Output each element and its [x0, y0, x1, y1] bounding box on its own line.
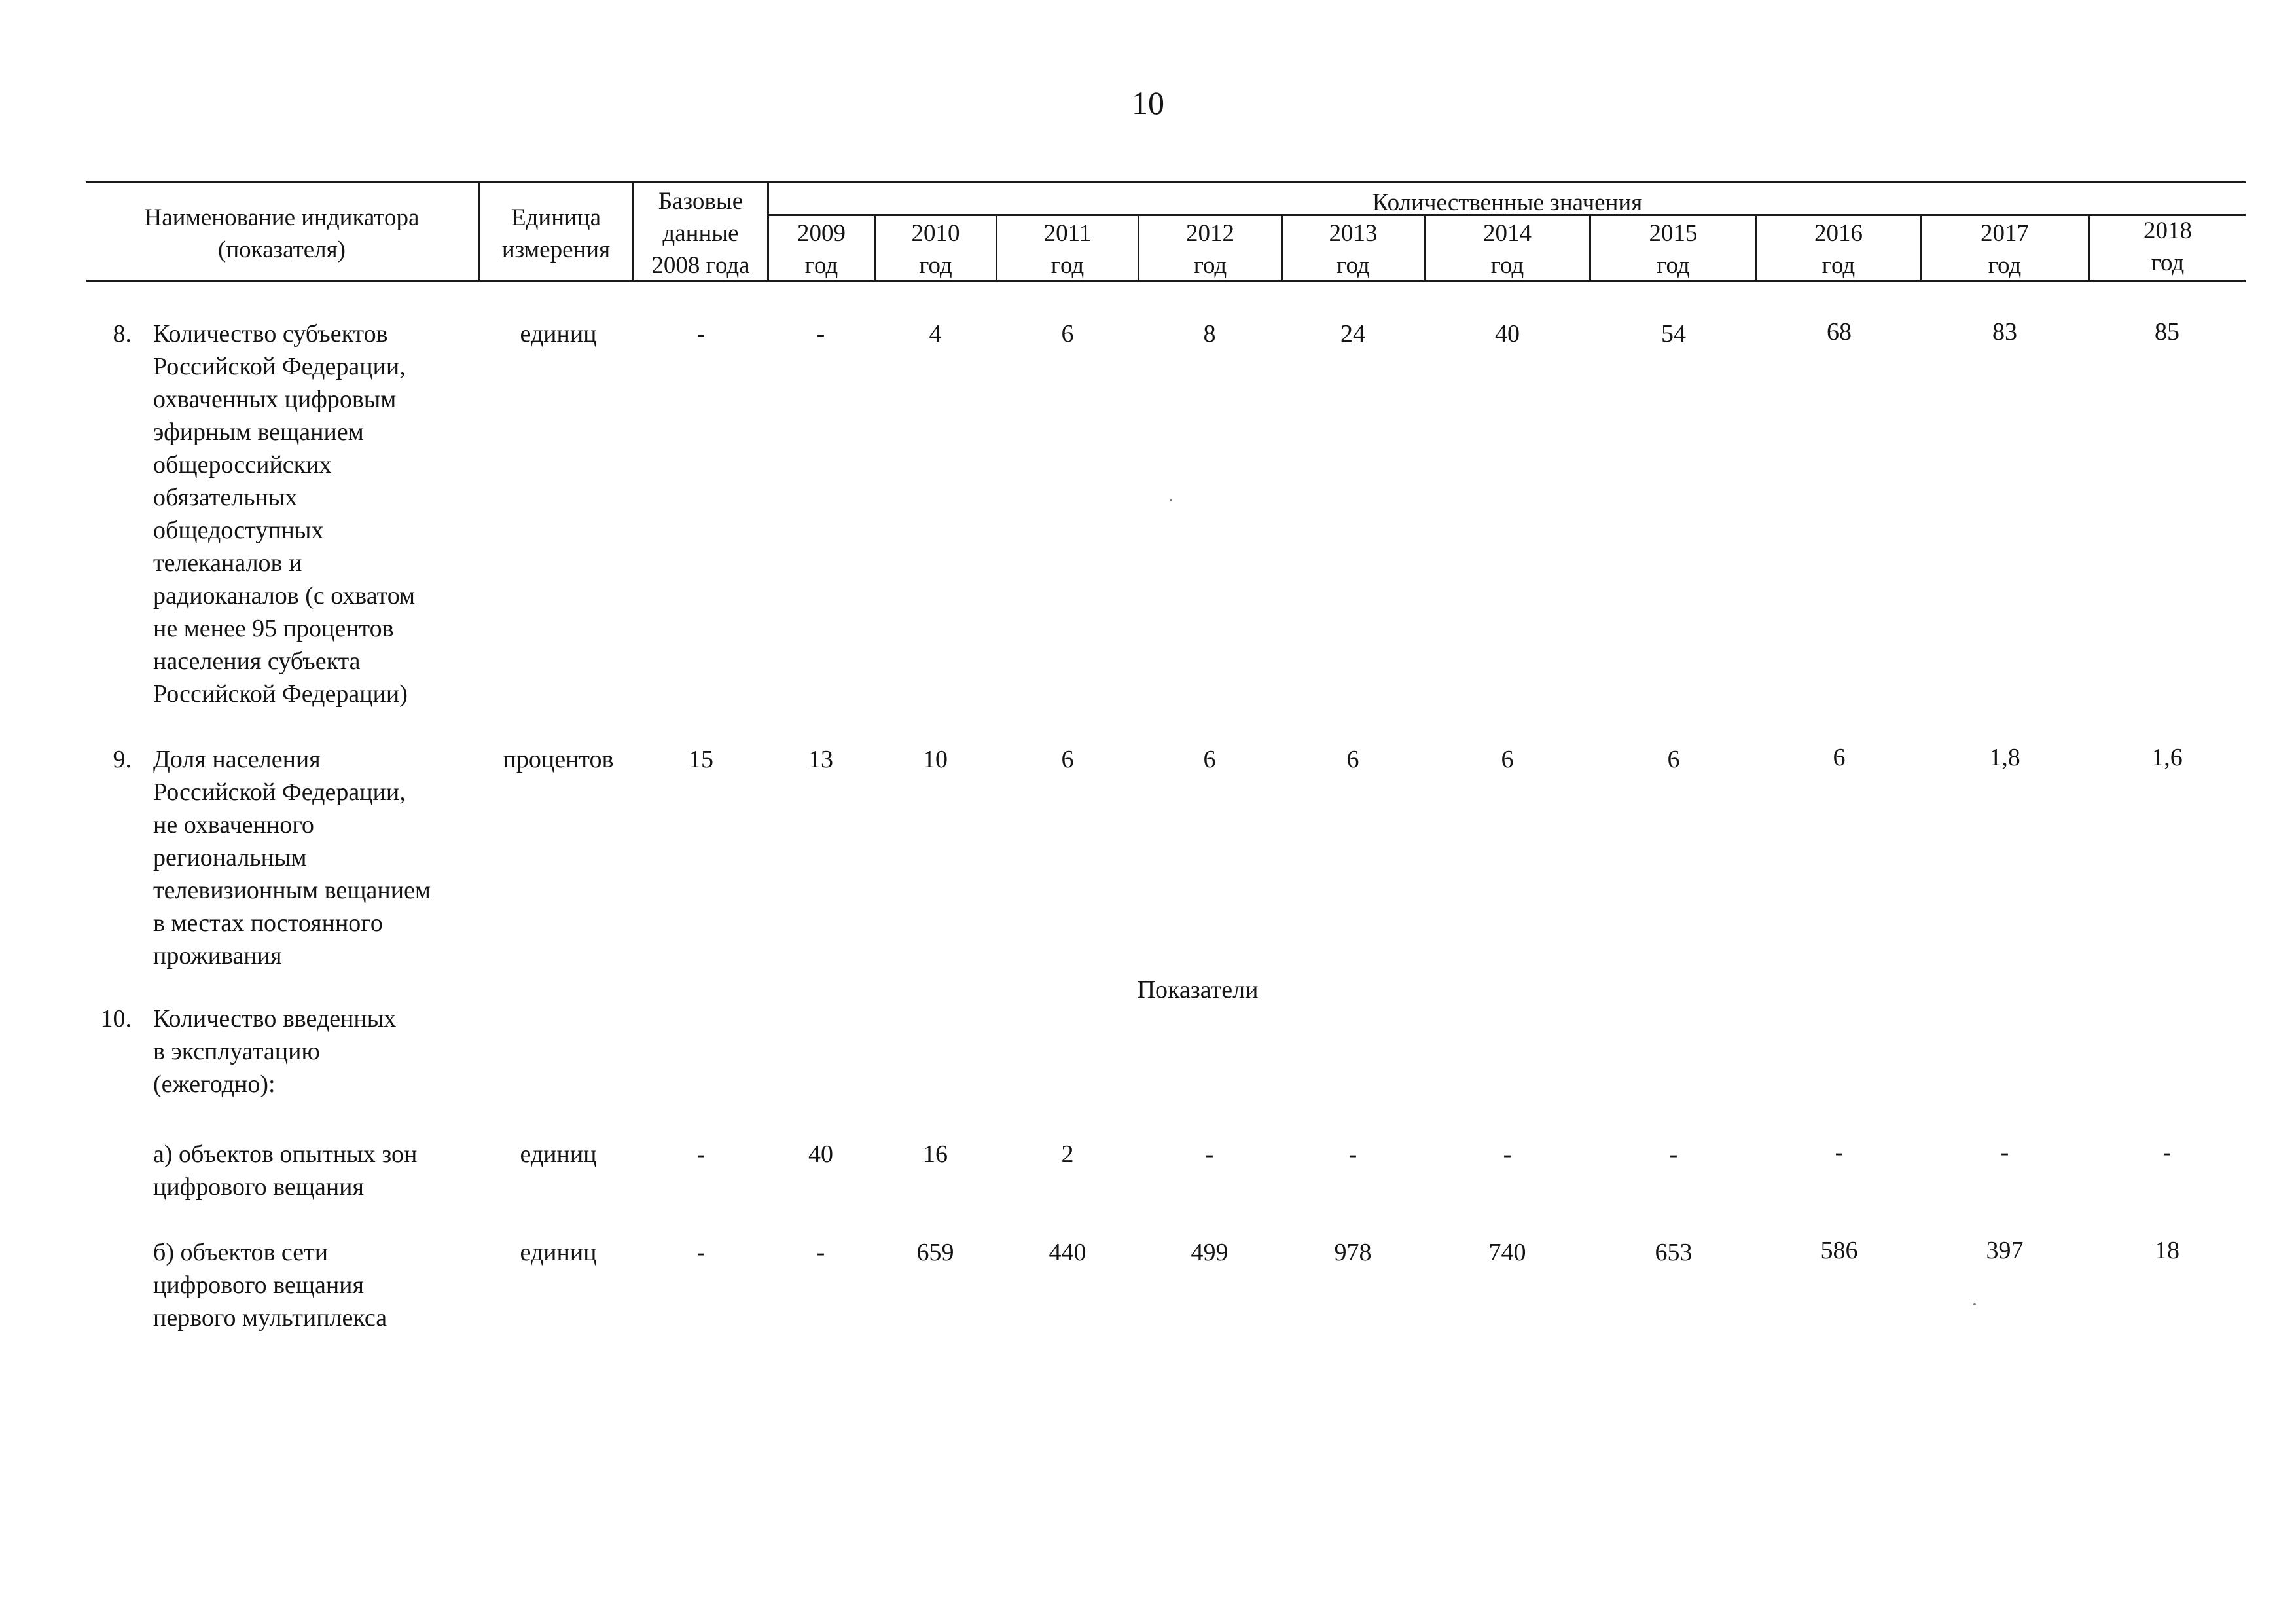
- year-header: [1922, 217, 2088, 282]
- year-suffix: год: [1050, 252, 1085, 279]
- row-indicator-name: [153, 318, 480, 710]
- row-name-line: цифрового вещания: [153, 1271, 364, 1299]
- value-cell: 8: [1203, 320, 1216, 348]
- row-indicator-name: [153, 743, 480, 972]
- year-label: 2014: [1483, 220, 1532, 247]
- year-label: 2011: [1043, 220, 1092, 247]
- value-cell: 740: [1488, 1239, 1526, 1266]
- value-cell: 85: [2155, 318, 2179, 346]
- value-cell: -: [696, 1140, 706, 1168]
- row-unit: единиц: [520, 320, 597, 348]
- header-base-line: 2008 года: [651, 252, 750, 279]
- value-cell: 397: [1986, 1237, 2024, 1264]
- header-unit-col: [480, 202, 632, 266]
- value-cell: -: [696, 1239, 706, 1266]
- value-cell: 6: [1203, 746, 1216, 773]
- row-name-line: (ежегодно):: [153, 1070, 276, 1098]
- header-base-line: Базовые: [658, 188, 744, 215]
- year-suffix: год: [804, 252, 838, 279]
- value-cell: 24: [1340, 320, 1365, 348]
- value-cell: 499: [1191, 1239, 1229, 1266]
- page-number: 10: [1132, 84, 1164, 121]
- row-name-line: в эксплуатацию: [153, 1038, 320, 1065]
- value-cell: 6: [1346, 746, 1359, 773]
- value-cell: 18: [2155, 1237, 2179, 1264]
- value-cell: 6: [1061, 746, 1074, 773]
- year-label: 2013: [1329, 220, 1378, 247]
- header-unit-line: измерения: [501, 236, 611, 263]
- year-header: [1591, 217, 1755, 282]
- row-name-line: эфирным вещанием: [153, 418, 364, 446]
- value-cell: 978: [1334, 1239, 1372, 1266]
- year-header: [876, 217, 996, 282]
- header-group-title: Количественные значения: [1372, 189, 1643, 216]
- year-label: 2017: [1981, 220, 2029, 247]
- value-cell: -: [1503, 1140, 1512, 1168]
- value-cell: 54: [1661, 320, 1686, 348]
- value-cell: 15: [689, 746, 713, 773]
- year-label: 2010: [911, 220, 960, 247]
- value-cell: 2: [1061, 1140, 1074, 1168]
- year-label: 2012: [1186, 220, 1234, 247]
- year-header: [1757, 217, 1920, 282]
- year-label: 2016: [1814, 220, 1863, 247]
- row-number: 10.: [100, 1005, 132, 1032]
- scan-speck: [1170, 499, 1172, 501]
- row-name-line: охваченных цифровым: [153, 386, 397, 413]
- year-header: [1139, 217, 1281, 282]
- row-indicator-name: [153, 1236, 480, 1334]
- year-suffix: год: [1821, 252, 1856, 279]
- year-header: [2090, 215, 2246, 279]
- value-cell: 40: [808, 1140, 833, 1168]
- header-name-line: Наименование индикатора: [144, 204, 420, 231]
- row-name-line: а) объектов опытных зон: [153, 1140, 418, 1168]
- row-name-line: Российской Федерации): [153, 680, 408, 708]
- year-label: 2015: [1649, 220, 1698, 247]
- header-base-line: данные: [662, 220, 739, 247]
- value-cell: -: [1348, 1140, 1357, 1168]
- value-cell: -: [1205, 1140, 1214, 1168]
- year-suffix: год: [919, 252, 952, 279]
- value-cell: 13: [808, 746, 833, 773]
- value-cell: -: [2162, 1139, 2172, 1166]
- value-cell: -: [1669, 1140, 1678, 1168]
- row-name-line: Российской Федерации,: [153, 353, 406, 380]
- row-name-line: общероссийских: [153, 451, 332, 479]
- year-label: 2018: [2144, 217, 2192, 244]
- year-header: [769, 217, 874, 282]
- row-unit: процентов: [503, 746, 614, 773]
- value-cell: 659: [916, 1239, 954, 1266]
- year-suffix: год: [1336, 252, 1370, 279]
- row-name-line: проживания: [153, 942, 282, 970]
- header-top-rule: [86, 181, 2246, 183]
- value-cell: 6: [1667, 746, 1680, 773]
- row-name-line: общедоступных: [153, 517, 324, 544]
- row-name-line: Российской Федерации,: [153, 778, 406, 806]
- value-cell: -: [1835, 1139, 1844, 1166]
- value-cell: 6: [1061, 320, 1074, 348]
- year-header: [1283, 217, 1424, 282]
- row-name-line: Доля населения: [153, 746, 321, 773]
- year-suffix: год: [1657, 252, 1690, 279]
- header-unit-line: Единица: [511, 204, 601, 231]
- row-indicator-name: [153, 1002, 480, 1101]
- row-indicator-name: [153, 1138, 480, 1203]
- value-cell: 40: [1495, 320, 1520, 348]
- year-header: [997, 217, 1138, 282]
- floating-label: Показатели: [1137, 976, 1259, 1004]
- header-name-col: [86, 202, 478, 266]
- row-name-line: региональным: [153, 844, 307, 871]
- value-cell: 6: [1501, 746, 1514, 773]
- value-cell: 440: [1049, 1239, 1086, 1266]
- value-cell: -: [816, 1239, 825, 1266]
- scan-speck: [1973, 1303, 1976, 1305]
- header-name-line: (показателя): [218, 236, 346, 263]
- year-suffix: год: [1490, 252, 1524, 279]
- row-name-line: телевизионным вещанием: [153, 877, 431, 904]
- row-name-line: первого мультиплекса: [153, 1304, 387, 1332]
- value-cell: 16: [923, 1140, 948, 1168]
- value-cell: 4: [929, 320, 942, 348]
- header-base-col: [634, 185, 767, 282]
- row-name-line: Количество введенных: [153, 1005, 397, 1032]
- row-name-line: цифрового вещания: [153, 1173, 364, 1201]
- value-cell: -: [2000, 1139, 2009, 1166]
- year-label: 2009: [797, 220, 846, 247]
- row-name-line: населения субъекта: [153, 647, 361, 675]
- row-name-line: в местах постоянного: [153, 909, 383, 937]
- row-name-line: Количество субъектов: [153, 320, 388, 348]
- value-cell: 1,6: [2151, 744, 2183, 771]
- row-name-line: не менее 95 процентов: [153, 615, 394, 642]
- row-number: 9.: [113, 746, 132, 773]
- row-unit: единиц: [520, 1140, 597, 1168]
- value-cell: -: [816, 320, 825, 348]
- value-cell: 653: [1655, 1239, 1693, 1266]
- row-number: 8.: [113, 320, 132, 348]
- year-header: [1426, 217, 1589, 282]
- value-cell: 586: [1820, 1237, 1858, 1264]
- row-unit: единиц: [520, 1239, 597, 1266]
- value-cell: 68: [1827, 318, 1852, 346]
- year-suffix: год: [2151, 249, 2185, 276]
- value-cell: 83: [1992, 318, 2017, 346]
- row-name-line: телеканалов и: [153, 549, 302, 577]
- value-cell: 1,8: [1989, 744, 2020, 771]
- value-cell: 6: [1833, 744, 1846, 771]
- row-name-line: радиоканалов (с охватом: [153, 582, 416, 610]
- value-cell: -: [696, 320, 706, 348]
- year-suffix: год: [1988, 252, 2022, 279]
- row-name-line: обязательных: [153, 484, 298, 511]
- row-name-line: не охваченного: [153, 811, 314, 839]
- row-name-line: б) объектов сети: [153, 1239, 329, 1266]
- value-cell: 10: [923, 746, 948, 773]
- year-suffix: год: [1193, 252, 1227, 279]
